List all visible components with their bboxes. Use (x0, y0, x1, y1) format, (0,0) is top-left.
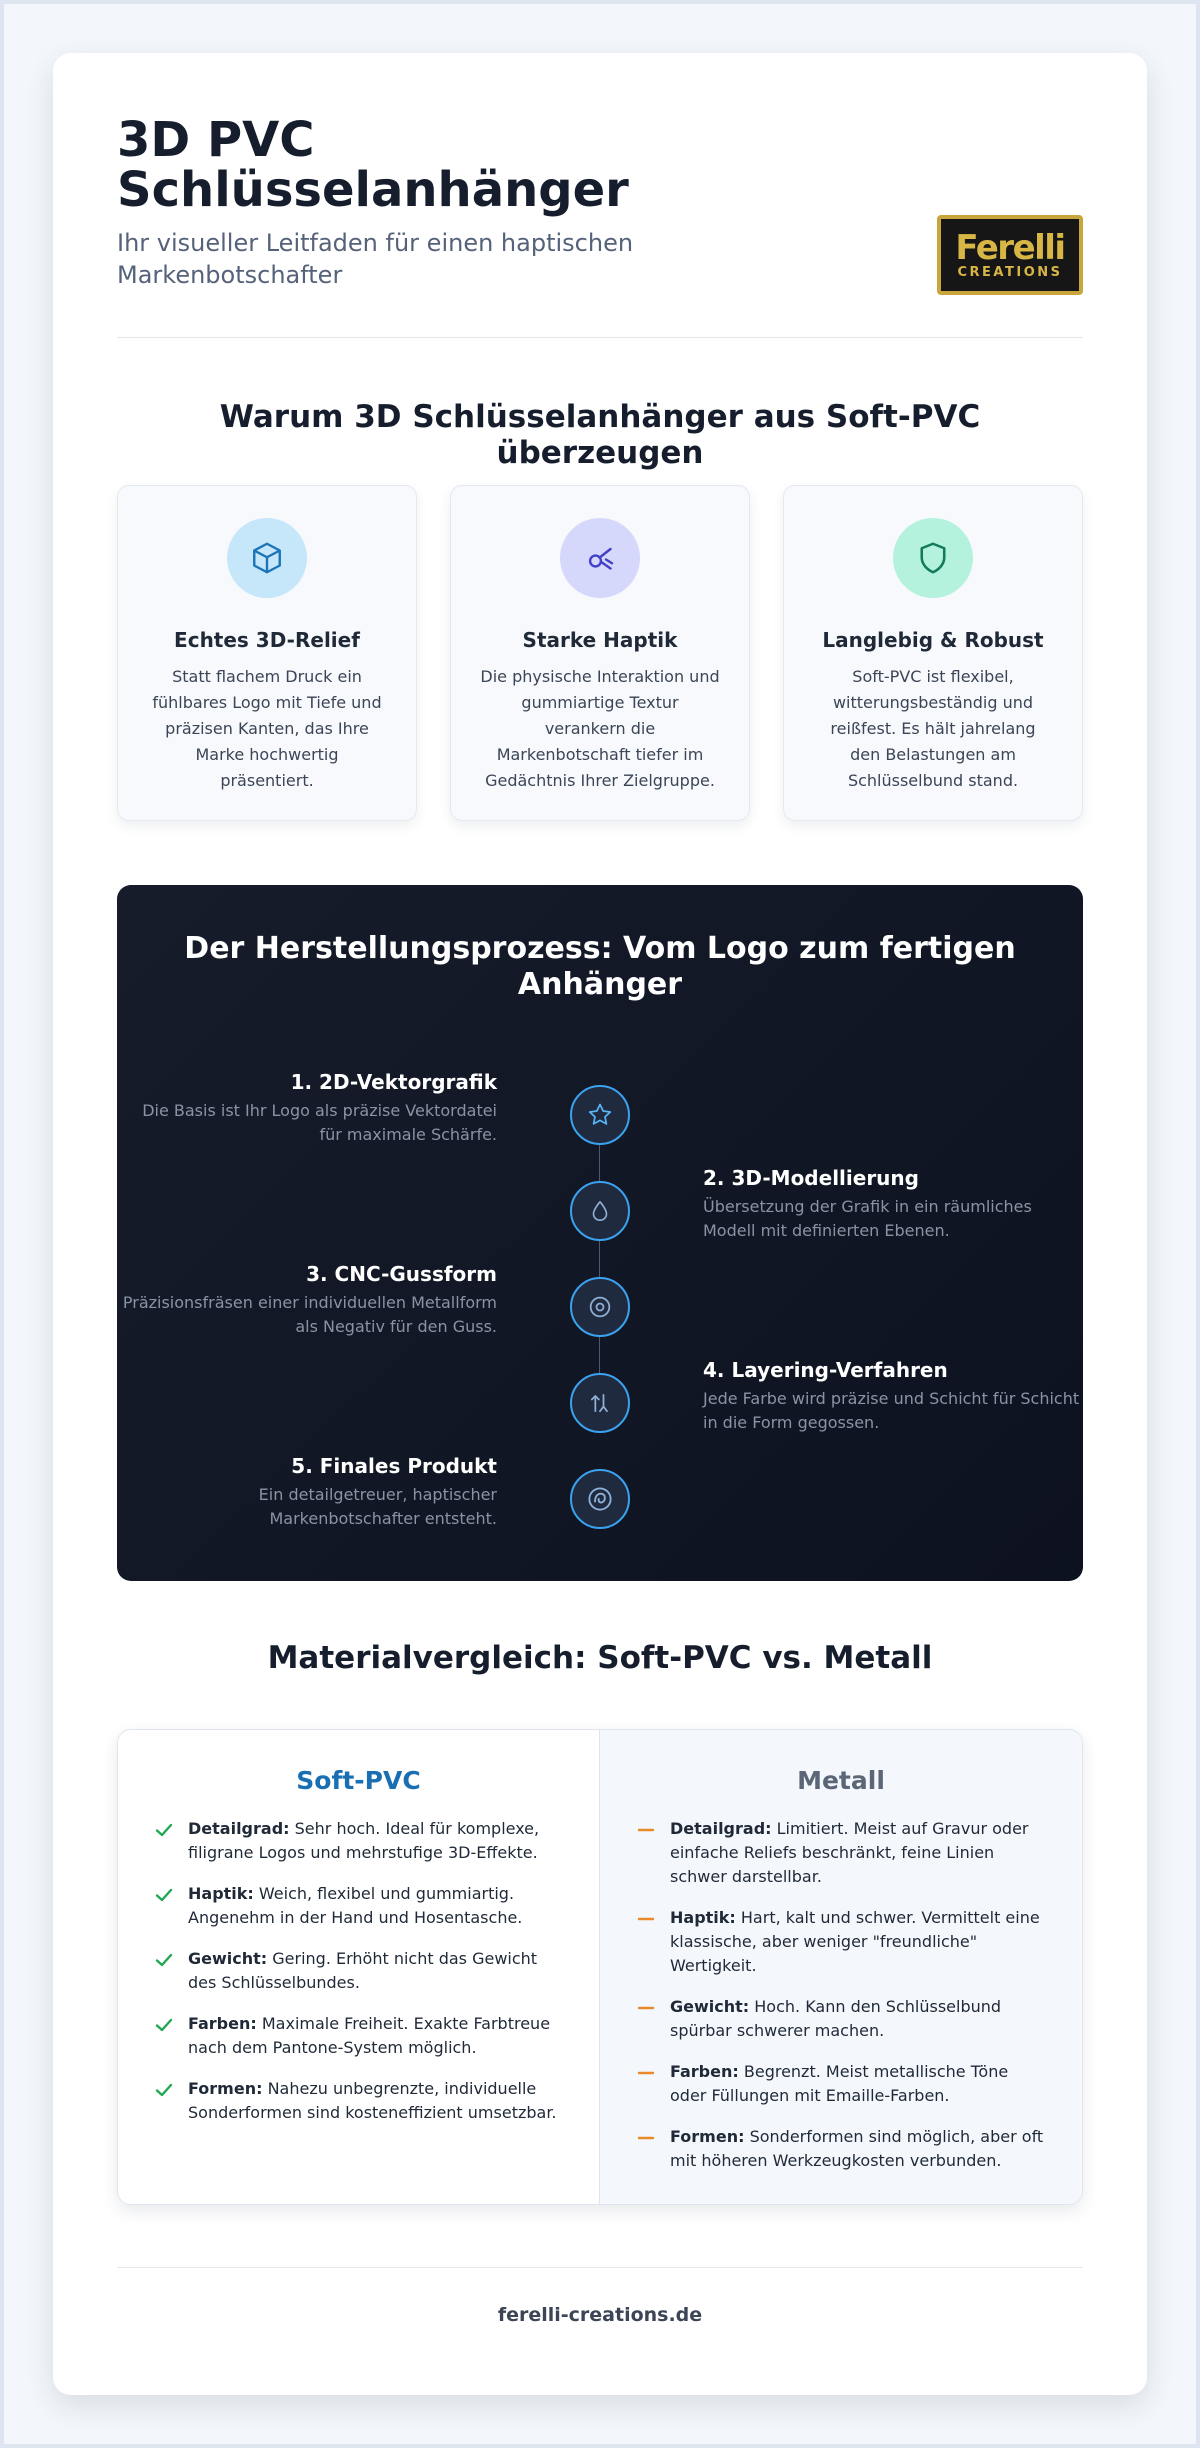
process-step-1 (117, 1069, 497, 1147)
item-label: Formen: (188, 2079, 263, 2098)
step-text: Die Basis ist Ihr Logo als präzise Vektordatei für maximale Schärfe. (142, 1101, 497, 1144)
star-icon (570, 1085, 630, 1145)
ferelli-logo (937, 215, 1083, 295)
feature-text: Statt flachem Druck ein fühlbares Logo mit Tiefe und präzisen Kanten, das Ihre Marke hochwertig präsentiert. (152, 667, 382, 790)
metal-item (636, 2060, 1046, 2108)
pvc-column (118, 1730, 600, 2204)
dash-icon (636, 2128, 656, 2148)
item-text: Gering. Erhöht nicht das Gewicht des Schlüsselbundes. (188, 1949, 538, 1992)
comparison-table (117, 1729, 1083, 2205)
process-step-2 (703, 1165, 1083, 1243)
check-icon (154, 1820, 174, 1840)
item-text: Limitiert. Meist auf Gravur oder einfache Reliefs beschränkt, feine Linien schwer darstellbar. (670, 1819, 1029, 1886)
check-icon (154, 1950, 174, 1970)
feature-card-relief (117, 485, 417, 821)
step-title: 5. Finales Produkt (291, 1454, 497, 1478)
metal-item (636, 1817, 1046, 1889)
check-icon (154, 1885, 174, 1905)
features-grid (117, 485, 1083, 821)
footer-website: ferelli-creations.de (497, 2304, 703, 2326)
item-label: Formen: (670, 2127, 745, 2146)
compare-title: Materialvergleich: Soft-PVC vs. Metall (267, 1640, 933, 1676)
pvc-item (154, 1882, 563, 1930)
check-icon (154, 2015, 174, 2035)
step-text: Ein detailgetreuer, haptischer Markenbotschafter entsteht. (258, 1485, 497, 1528)
pvc-item (154, 1947, 563, 1995)
pvc-item (154, 2012, 563, 2060)
feature-card-haptik (450, 485, 750, 821)
infographic-card (53, 53, 1147, 2395)
metal-item (636, 2125, 1046, 2173)
step-text: Jede Farbe wird präzise und Schicht für Schicht in die Form gegossen. (703, 1389, 1080, 1432)
header (117, 112, 1083, 335)
step-title: 1. 2D-Vektorgrafik (290, 1070, 497, 1094)
feature-title: Echtes 3D-Relief (174, 628, 360, 652)
step-title: 3. CNC-Gussform (306, 1262, 497, 1286)
item-text: Hart, kalt und schwer. Vermittelt eine klassische, aber weniger "freundliche" Wertigkeit. (670, 1908, 1040, 1975)
process-step-4 (703, 1357, 1083, 1435)
timeline-line (599, 1115, 600, 1403)
features-title: Warum 3D Schlüsselanhänger aus Soft-PVC überzeugen (219, 399, 981, 471)
dash-icon (636, 1998, 656, 2018)
item-text: Nahezu unbegrenzte, individuelle Sonderformen sind kosteneffizient umsetzbar. (188, 2079, 557, 2122)
dash-icon (636, 1820, 656, 1840)
pvc-column-title: Soft-PVC (296, 1766, 421, 1795)
pvc-item (154, 1817, 563, 1865)
item-label: Farben: (188, 2014, 257, 2033)
item-label: Haptik: (188, 1884, 254, 1903)
process-step-3 (117, 1261, 497, 1339)
logo-subline: CREATIONS (957, 265, 1063, 280)
feature-card-robust (783, 485, 1083, 821)
shield-icon (893, 518, 973, 598)
cube-icon (227, 518, 307, 598)
metal-column-title: Metall (797, 1766, 885, 1795)
item-text: Sehr hoch. Ideal für komplexe, filigrane Logos und mehrstufige 3D-Effekte. (188, 1819, 540, 1862)
page-subtitle: Ihr visueller Leitfaden für einen haptischen Markenbotschafter (117, 229, 634, 289)
metal-item (636, 1906, 1046, 1978)
item-label: Farben: (670, 2062, 739, 2081)
item-text: Begrenzt. Meist metallische Töne oder Füllungen mit Emaille-Farben. (670, 2062, 1009, 2105)
process-step-5 (117, 1453, 497, 1531)
metal-column (600, 1730, 1082, 2204)
feature-title: Langlebig & Robust (822, 628, 1044, 652)
item-text: Sonderformen sind möglich, aber oft mit höheren Werkzeugkosten verbunden. (670, 2127, 1044, 2170)
feature-title: Starke Haptik (522, 628, 678, 652)
metal-item (636, 1995, 1046, 2043)
finished-product-icon (570, 1469, 630, 1529)
item-label: Gewicht: (670, 1997, 750, 2016)
process-section (117, 885, 1083, 1581)
dash-icon (636, 2063, 656, 2083)
header-divider (117, 337, 1083, 338)
target-icon (570, 1277, 630, 1337)
item-text: Maximale Freiheit. Exakte Farbtreue nach dem Pantone-System möglich. (188, 2014, 551, 2057)
logo-wordmark: Ferelli (955, 228, 1065, 268)
dash-icon (636, 1909, 656, 1929)
feature-text: Soft-PVC ist flexibel, witterungsbeständig und reißfest. Es hält jahrelang den Belastungen am Schlüsselbund stand. (830, 667, 1036, 790)
hand-touch-icon (560, 518, 640, 598)
feature-text: Die physische Interaktion und gummiartige Textur verankern die Markenbotschaft tiefer im Gedächtnis Ihrer Zielgruppe. (480, 667, 720, 790)
check-icon (154, 2080, 174, 2100)
step-text: Übersetzung der Grafik in ein räumliches Modell mit definierten Ebenen. (703, 1197, 1032, 1240)
pvc-item (154, 2077, 563, 2125)
item-label: Haptik: (670, 1908, 736, 1927)
step-text: Präzisionsfräsen einer individuellen Metallform als Negativ für den Guss. (122, 1293, 497, 1336)
item-label: Gewicht: (188, 1949, 268, 1968)
item-text: Hoch. Kann den Schlüsselbund spürbar schwerer machen. (670, 1997, 1002, 2040)
step-title: 2. 3D-Modellierung (703, 1166, 919, 1190)
process-title: Der Herstellungsprozess: Vom Logo zum fertigen Anhänger (184, 931, 1016, 1002)
step-title: 4. Layering-Verfahren (703, 1358, 948, 1382)
item-label: Detailgrad: (188, 1819, 290, 1838)
droplet-icon (570, 1181, 630, 1241)
layers-arrows-icon (570, 1373, 630, 1433)
item-text: Weich, flexibel und gummiartig. Angenehm in der Hand und Hosentasche. (188, 1884, 523, 1927)
item-label: Detailgrad: (670, 1819, 772, 1838)
page-title: 3D PVC Schlüsselanhänger (117, 112, 629, 218)
footer-divider (117, 2267, 1083, 2268)
